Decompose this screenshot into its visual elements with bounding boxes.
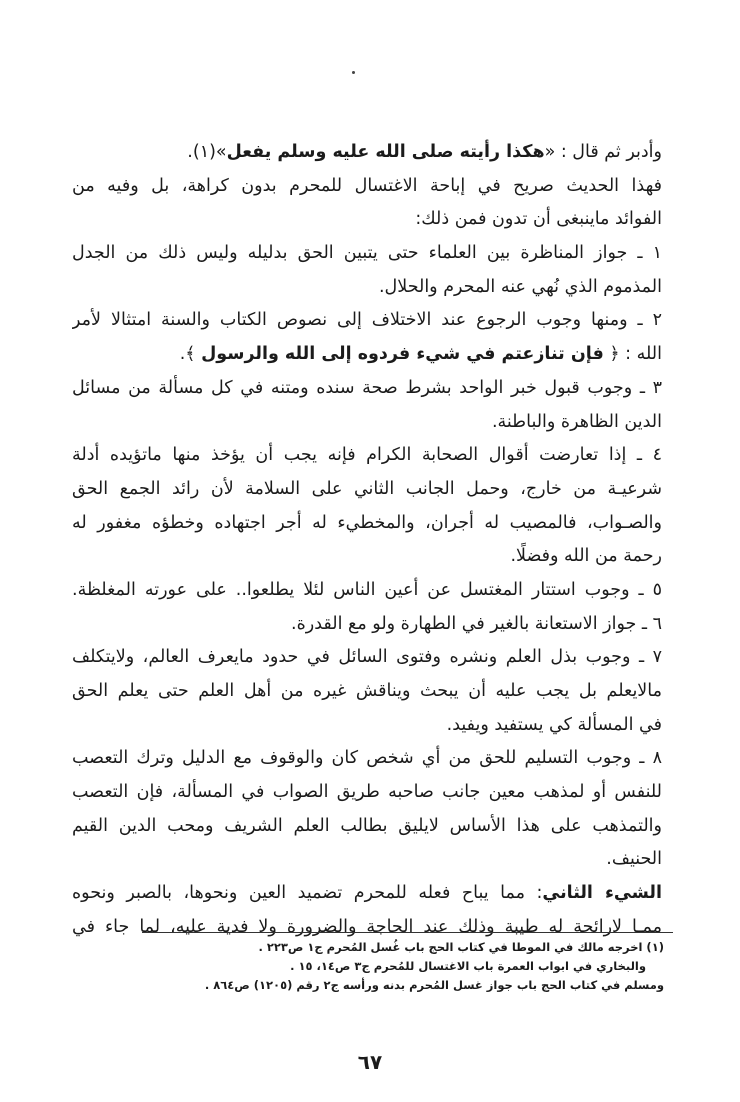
text-line: الدين الظاهرة والباطنة. — [491, 411, 662, 432]
section-heading: الشيء الثاني — [542, 883, 662, 904]
text-line: الله : ﴿ فإن تنازعتم في شيء فردوه إلى الله والرسول ﴾. — [179, 344, 662, 365]
text-line: ٦ ـ جواز الاستعانة بالغير في الطهارة ولو مع القدرة. — [291, 613, 662, 634]
text-line: مالايعلم بل يجب عليه أن يبحث ويناقش غيره من أهل العلم حتى يعلم الحق — [72, 681, 662, 701]
text-line: فهذا الحديث صريح في إباحة الاغتسال للمحرم بدون كراهة، بل وفيه من — [72, 175, 662, 196]
text-line: المذموم الذي نُهي عنه المحرم والحلال. — [378, 276, 662, 297]
top-mark — [352, 71, 355, 74]
text-line: وأدبر ثم قال : «هكذا رأيته صلى الله عليه وسلم يفعل»(١). — [187, 142, 662, 162]
text-line: الفوائد ماينبغى أن تدون فمن ذلك: — [415, 209, 662, 230]
footnote-separator — [142, 932, 673, 933]
text-line: للنفس أو لمذهب معين جانب صاحبه طريق الصواب في المسألة، فإن التعصب — [72, 782, 662, 803]
text-line: شرعيـة من خارج، وحمل الجانب الثاني على السلامة لأن رائد الجمع الحق — [72, 478, 662, 499]
footnote-line: ومسلم في كتاب الحج باب جواز غسل المُحرم بدنه ورأسه ج٢ رقم (١٢٠٥) ص٨٦٤ . — [204, 978, 664, 992]
text-line: في المسألة كي يستفيد ويفيد. — [446, 714, 662, 735]
text-line: ٤ ـ إذا تعارضت أقوال الصحابة الكرام فإنه يجب أن يؤخذ منها ماتؤيده أدلة — [72, 445, 662, 466]
main-text — [72, 136, 662, 945]
text-line: ٥ ـ وجوب استتار المغتسل عن أعين الناس لئلا يطلعوا.. على عورته المغلظة. — [72, 579, 662, 600]
footnote-line: (١) اخرجه مالك في الموطا في كتاب الحج باب غُسل المُحرم ج١ ص٢٢٣ . — [258, 940, 664, 954]
footnote-line: والبخاري في ابواب العمرة باب الاغتسال للمُحرم ج٣ ص١٤، ١٥ . — [290, 959, 646, 973]
verse-emphasis: فإن تنازعتم في شيء فردوه إلى الله والرسول — [201, 344, 604, 365]
text-line: ١ ـ جواز المناظرة بين العلماء حتى يتبين الحق بدليله وليس ذلك من الجدل — [72, 243, 662, 264]
text-line: ٧ ـ وجوب بذل العلم ونشره وفتوى السائل في حدود مايعرف العالم، ولايتكلف — [72, 647, 662, 668]
text-line: ٢ ـ ومنها وجوب الرجوع عند الاختلاف إلى نصوص الكتاب والسنة امتثالا لأمر — [72, 310, 662, 331]
footnotes — [160, 938, 664, 995]
text-line: الشيء الثاني: مما يباح فعله للمحرم تضميد العين ونحوها، بالصبر ونحوه — [72, 883, 662, 904]
text-line: ٣ ـ وجوب قبول خبر الواحد بشرط صحة سنده ومتنه في كل مسألة من مسائل — [72, 377, 662, 398]
page-number: ٦٧ — [357, 1050, 383, 1074]
text-line: رحمة من الله وفضلًا. — [510, 546, 662, 567]
text-line: الحنيف. — [606, 849, 662, 870]
text-line: ٨ ـ وجوب التسليم للحق من أي شخص كان والوقوف مع الدليل وترك التعصب — [72, 748, 662, 769]
text-line: والتمذهب على هذا الأساس لايليق بطالب العلم الشريف ومحب الدين القيم — [72, 815, 662, 836]
quote-emphasis: هكذا رأيته صلى الله عليه وسلم يفعل — [226, 142, 545, 162]
text-line: ممـا لارائحة له طيبة وذلك عند الحاجة والضرورة ولا فدية عليه، لما جاء في — [72, 916, 662, 937]
text-line: والصـواب، فالمصيب له أجران، والمخطيء له أجر اجتهاده وخطؤه مغفور له — [72, 512, 662, 533]
